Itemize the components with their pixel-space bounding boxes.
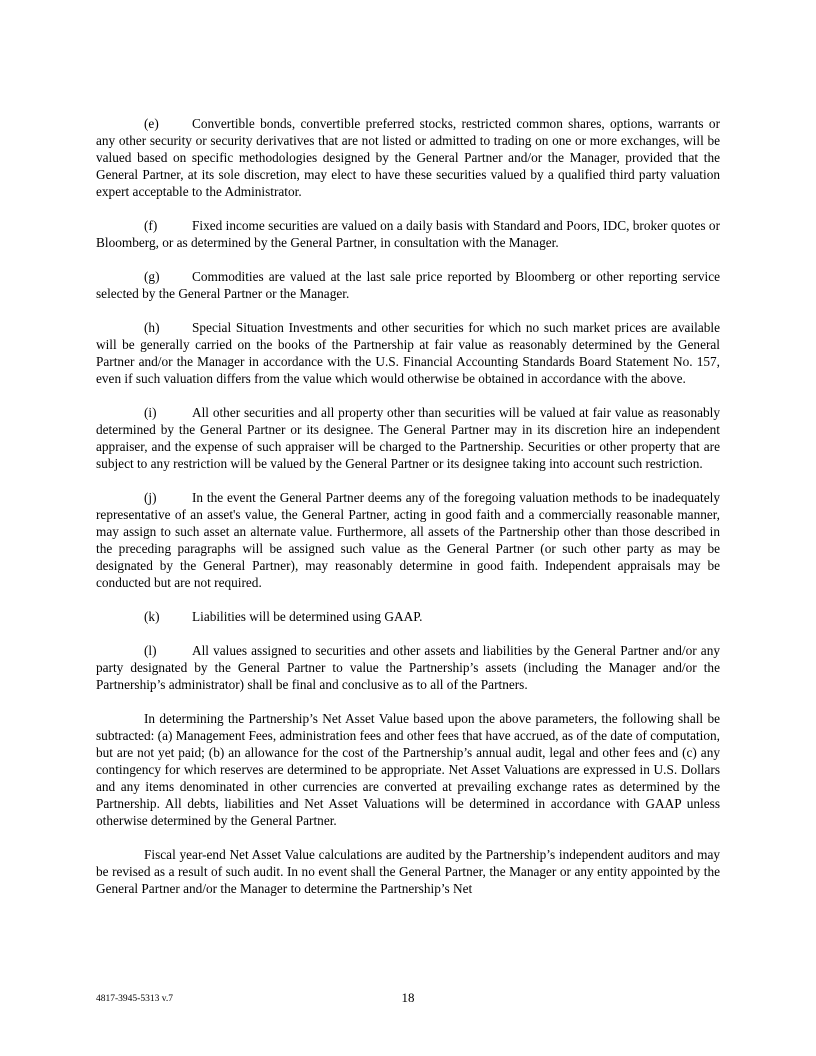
- paragraph-h: [96, 319, 720, 387]
- item-text: Fixed income securities are valued on a daily basis with Standard and Poors, IDC, broker quotes or Bloomberg, or as determined by the General Partner, in consultation with the Manager.: [96, 218, 720, 250]
- item-label: (j): [144, 490, 157, 505]
- paragraph-f: [96, 217, 720, 251]
- paragraph-i: [96, 404, 720, 472]
- document-id: 4817-3945-5313 v.7: [96, 994, 173, 1004]
- item-label: (e): [144, 116, 159, 131]
- item-text: Liabilities will be determined using GAAP.: [192, 609, 423, 624]
- page-number: 18: [401, 990, 415, 1005]
- paragraph-k: [96, 608, 720, 625]
- paragraph-j: [96, 489, 720, 591]
- paragraph-l: [96, 642, 720, 693]
- paragraph-g: [96, 268, 720, 302]
- item-text: In the event the General Partner deems any of the foregoing valuation methods to be inadequately representative of an asset's value, the General Partner, acting in good faith and a commercially reasonable manner, may assign to such asset an alternate value. Furthermore, all assets of the Partnership other than those described in the preceding paragraphs will be assigned such value as the General Partner (or such other party as may be designated by the General Partner), may reasonably determine in good faith. Independent appraisals may be conducted but are not required.: [96, 490, 720, 590]
- item-label: (k): [144, 609, 160, 624]
- item-label: (f): [144, 218, 158, 233]
- item-text: All values assigned to securities and other assets and liabilities by the General Partner and/or any party designated by the General Partner to value the Partnership’s assets (including the Manager and/or the Partnership’s administrator) shall be final and conclusive as to all of the Partners.: [96, 643, 720, 692]
- nav-determination-paragraph: In determining the Partnership’s Net Asset Value based upon the above parameters, the following shall be subtracted: (a) Management Fees, administration fees and other fees that have accrued, as of the date of computation, but are not yet paid; (b) an allowance for the cost of the Partnership’s annual audit, legal and other fees and (c) any contingency for which reserves are determined to be appropriate. Net Asset Valuations are expressed in U.S. Dollars and any items denominated in other currencies are converted at prevailing exchange rates as determined by the Partnership. All debts, liabilities and Net Asset Valuations will be determined in accordance with GAAP unless otherwise determined by the General Partner.: [96, 711, 720, 828]
- item-text: Convertible bonds, convertible preferred stocks, restricted common shares, options, warrants or any other security or security derivatives that are not listed or admitted to trading on one or more exchanges, will be valued based on specific methodologies designed by the General Partner and/or the Manager, provided that the General Partner, at its sole discretion, may elect to have these securities valued by a qualified third party valuation expert acceptable to the Administrator.: [96, 116, 720, 199]
- item-text: Special Situation Investments and other securities for which no such market prices are available will be generally carried on the books of the Partnership at fair value as reasonably determined by the General Partner and/or the Manager in accordance with the U.S. Financial Accounting Standards Board Statement No. 157, even if such valuation differs from the value which would otherwise be obtained in accordance with the above.: [96, 320, 720, 386]
- fiscal-year-end-paragraph: Fiscal year-end Net Asset Value calculations are audited by the Partnership’s independent auditors and may be revised as a result of such audit. In no event shall the General Partner, the Manager or any entity appointed by the General Partner and/or the Manager to determine the Partnership’s Net: [96, 847, 720, 896]
- item-text: All other securities and all property other than securities will be valued at fair value as reasonably determined by the General Partner or its designee. The General Partner may in its discretion hire an independent appraiser, and the expense of such appraiser will be charged to the Partnership. Securities or other property that are subject to any restriction will be valued by the General Partner or its designee taking into account such restriction.: [96, 405, 720, 471]
- document-body: [96, 115, 720, 914]
- item-label: (g): [144, 269, 160, 284]
- item-label: (i): [144, 405, 157, 420]
- paragraph-e: [96, 115, 720, 200]
- item-label: (h): [144, 320, 160, 335]
- item-label: (l): [144, 643, 157, 658]
- item-text: Commodities are valued at the last sale price reported by Bloomberg or other reporting service selected by the General Partner or the Manager.: [96, 269, 720, 301]
